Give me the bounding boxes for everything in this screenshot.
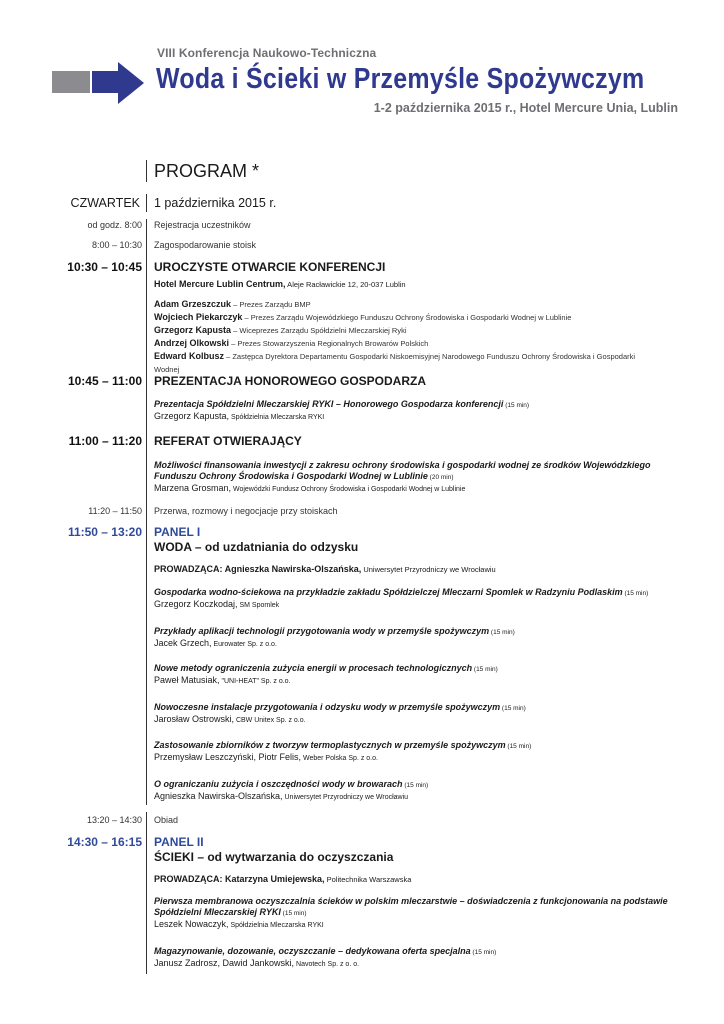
panel2-time: 14:30 – 16:15 [67, 835, 142, 849]
panel1-title: WODA – od uzdatniania do odzysku [154, 540, 359, 554]
day-label: CZWARTEK [70, 196, 140, 210]
day-divider [146, 194, 147, 212]
keynote-talk: Możliwości finansowania inwestycji z zakresu ochrony środowiska i gospodarki wodnej ze środków Wojewódzkiego Funduszu Ochrony Środowiska i Gospodarki Wodnej w Lublinie (20 min) [154, 460, 651, 481]
conference-subtitle: VIII Konferencja Naukowo-Techniczna [157, 46, 377, 60]
panel2-moderator: PROWADZĄCA: Katarzyna Umiejewska, Politechnika Warszawska [154, 874, 412, 884]
registration-text: Rejestracja uczestników [154, 220, 251, 230]
title-divider [146, 160, 147, 182]
host-time: 10:45 – 11:00 [67, 374, 142, 388]
break-time: 11:20 – 11:50 [88, 506, 142, 516]
panel1-speaker-2: Jacek Grzech, Eurowater Sp. z o.o. [154, 638, 277, 648]
host-talk: Prezentacja Spółdzielni Mleczarskiej RYKI – Honorowego Gospodarza konferencji (15 min) [154, 399, 530, 409]
panel1-talk-6: O ograniczaniu zużycia i oszczędności wody w browarach (15 min) [154, 779, 429, 789]
break-text: Przerwa, rozmowy i negocjacje przy stoiskach [154, 506, 338, 516]
presenter: Wojciech Piekarczyk – Prezes Zarządu Wojewódzkiego Funduszu Ochrony Środowiska i Gospodarki Wodnej w Lublinie [154, 312, 572, 322]
panel1-speaker-1: Grzegorz Koczkodaj, SM Spomlek [154, 599, 280, 609]
panel1-talk-2: Przykłady aplikacji technologii przygotowania wody w przemyśle spożywczym (15 min) [154, 626, 515, 636]
panel1-talk-4: Nowoczesne instalacje przygotowania i odzysku wody w przemyśle spożywczym (15 min) [154, 702, 526, 712]
keynote-time: 11:00 – 11:20 [68, 434, 142, 448]
program-title: PROGRAM * [154, 161, 260, 181]
presenter: Andrzej Olkowski – Prezes Stowarzyszenia Regionalnych Browarów Polskich [154, 338, 429, 348]
presenter: Edward Kolbusz – Zastępca Dyrektora Departamentu Gospodarki Niskoemisyjnej Narodowego Funduszu Ochrony Środowiska i Gospodarki Wodnej [154, 351, 636, 374]
panel2-title: ŚCIEKI – od wytwarzania do oczyszczania [154, 850, 394, 864]
panel1-speaker-5: Przemysław Leszczyński, Piotr Felis, Weber Polska Sp. z o.o. [154, 752, 378, 762]
lunch-time: 13:20 – 14:30 [86, 815, 142, 825]
panel1-speaker-4: Jarosław Ostrowski, CBW Unitex Sp. z o.o. [154, 714, 306, 724]
presenter: Grzegorz Kapusta – Wiceprezes Zarządu Spółdzielni Mleczarskiej Ryki [154, 325, 407, 335]
opening-venue [154, 279, 684, 289]
opening-presenters [154, 298, 684, 376]
host-title: PREZENTACJA HONOROWEGO GOSPODARZA [154, 374, 427, 388]
panel1-talk-1: Gospodarka wodno-ściekowa na przykładzie zakładu Spółdzielczej Mleczarni Spomlek w Radzyniu Podlaskim (15 min) [154, 587, 649, 597]
host-speaker: Grzegorz Kapusta, Spółdzielnia Mleczarska RYKI [154, 411, 325, 421]
stands-text: Zagospodarowanie stoisk [154, 240, 257, 250]
registration-time: od godz. 8:00 [87, 220, 142, 230]
panel1-time: 11:50 – 13:20 [67, 525, 142, 539]
panel1-speaker-3: Paweł Matusiak, "UNI-HEAT" Sp. z o.o. [154, 675, 291, 685]
timeline-divider-2 [146, 812, 147, 974]
lunch-text: Obiad [154, 815, 179, 825]
opening-title: UROCZYSTE OTWARCIE KONFERENCJI [154, 260, 386, 274]
keynote-speaker: Marzena Grosman, Wojewódzki Fundusz Ochrony Środowiska i Gospodarki Wodnej w Lublinie [154, 483, 466, 493]
panel1-moderator: PROWADZĄCA: Agnieszka Nawirska-Olszańska, Uniwersytet Przyrodniczy we Wrocławiu [154, 564, 496, 574]
conference-logo-arrow [52, 62, 148, 104]
panel2-speaker-1: Leszek Nowaczyk, Spółdzielnia Mleczarska RYKI [154, 919, 324, 929]
panel1-talk-3: Nowe metody ograniczenia zużycia energii w procesach technologicznych (15 min) [154, 663, 498, 673]
conference-date-place: 1-2 października 2015 r., Hotel Mercure Unia, Lublin [373, 101, 678, 115]
panel1-talk-5: Zastosowanie zbiorników z tworzyw termoplastycznych w przemyśle spożywczym (15 min) [154, 740, 532, 750]
panel2-talk-1: Pierwsza membranowa oczyszczalnia ścieków w polskim mleczarstwie – doświadczenia z funkcjonowania na podstawie Spółdzielni Mleczarskiej RYKI (15 min) [154, 896, 668, 917]
conference-title: Woda i Ścieki w Przemyśle Spożywczym [156, 63, 645, 95]
timeline-divider [146, 219, 147, 805]
presenter: Adam Grzeszczuk – Prezes Zarządu BMP [154, 299, 311, 309]
panel2-speaker-2: Janusz Zadrosz, Dawid Jankowski, Navotech Sp. z o. o. [154, 958, 360, 968]
stands-time: 8:00 – 10:30 [91, 240, 142, 250]
venue-address: Aleje Racławickie 12, 20-037 Lublin [285, 280, 406, 289]
panel2-talk-2: Magazynowanie, dozowanie, oczyszczanie – dedykowana oferta specjalna (15 min) [154, 946, 497, 956]
keynote-title: REFERAT OTWIERAJĄCY [154, 434, 302, 448]
panel2-label: PANEL II [154, 835, 204, 849]
venue-name: Hotel Mercure Lublin Centrum, [154, 279, 286, 289]
panel1-speaker-6: Agnieszka Nawirska-Olszańska, Uniwersytet Przyrodniczy we Wrocławiu [154, 791, 409, 801]
day-date: 1 października 2015 r. [154, 196, 277, 210]
panel1-label: PANEL I [154, 525, 201, 539]
opening-time: 10:30 – 10:45 [67, 260, 142, 274]
